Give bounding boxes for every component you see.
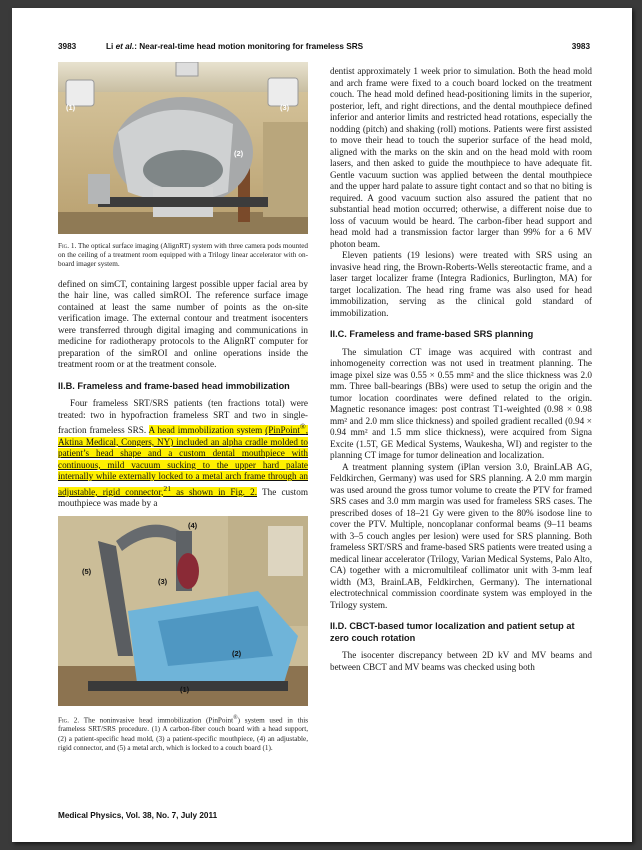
left-paragraph-1: defined on simCT, containing largest possible upper facial area by the hair line, was called simROI. The reference surface image contained at least the same number of points as the on-site verification image. The external contour and treatment isocenters were transferred through digital imaging and communications in medicine for radiotherapy protocols to the AlignRT computer for preparation of the simROI and online operations inside the treatment room or at the treatment console. bbox=[58, 278, 308, 370]
figure-2-label-2: (2) bbox=[232, 648, 242, 658]
right-paragraph-2: Eleven patients (19 lesions) were treated with SRS using an invasive head ring, the Brown-Roberts-Wells stereotactic frame, and a laser target localizer frame (Integra Radionics, Burlington, MA) for target localization. The head ring frame was also used for head immobilization, serving as the clinical gold standard of immobilization. bbox=[330, 250, 592, 318]
figure-2-label-5: (5) bbox=[82, 566, 92, 576]
journal-footer: Medical Physics, Vol. 38, No. 7, July 2011 bbox=[58, 811, 218, 820]
figure-1-label-3: (3) bbox=[280, 103, 290, 112]
right-column bbox=[330, 66, 592, 673]
right-paragraph-5: The isocenter discrepancy between 2D kV and MV beams and between CBCT and MV beams was checked using both bbox=[330, 650, 592, 672]
right-paragraph-3: The simulation CT image was acquired with contrast and inhomogeneity correction was not used in treatment planning. The image pixel size was 0.55 × 0.55 mm² and the slice thickness was 2.0 mm. Three ball-bearings (BBs) were used to setup the origin and the tumor location coordinates were defined related to the origin. Magnetic resonance images: post contrast T1-weighted (0.98 × 0.98 mm² and 2.0 mm slice thickness) and spoiled gradient recalled (0.94 × 0.94 mm² and 1.5 mm slice thickness), were acquired from Signa Excite (1.5T, GE Medical Systems, Waukesha, WI) and register to the planning CT image for tumor delineation and localization. bbox=[330, 346, 592, 460]
right-paragraph-4: A treatment planning system (iPlan version 3.0, BrainLAB AG, Feldkirchen, Germany) was used for SRS planning. A 2.0 mm margin was used around the gross tumor volume to create the PTV for framed SRS cases and 3.0 mm margin was used for frameless SRS cases. The prescribed doses of 18–21 Gy were given to the 80% isodose line to cover the PTV. Multiple, noncoplanar conformal beams (9–11 beams with 3–5 couch angles per lesion) were used for SRS planning. Both frameless SRT/SRS and frame-based SRS patients were treated using a medical linear accelerator (Trilogy, Varian Medical Systems, Palo Alto, CA) together with a micromultileaf collimator unit with 3-mm leaf width (M3, BrainLAB, Feldkirchen, Germany). The international electrotechnical commission coordinate system was employed in the Trilogy system. bbox=[330, 461, 592, 610]
left-paragraph-2: Four frameless SRT/SRS patients (ten fractions total) were treated: two in hypofraction frameless SRT and two in single-fraction frameless SRS. A head immobilization system (PinPoint®, Aktina Medical, Congers, NY) included an alpha cradle molded to patient’s head shape and a custom dental mouthpiece with continuous, mild vacuum sucking to the upper hard palate internally while externally locked to a metal arch frame through an adjustable, rigid connector,$^{21}$ as shown in Fig. 2. The custom mouthpiece was made by a bbox=[58, 398, 308, 509]
figure-1-caption: Fig. 1. The optical surface imaging (AlignRT) system with three camera pods mounted on the ceiling of a treatment room equipped with a Trilogy linear accelerator with on-board imager system. bbox=[58, 242, 308, 269]
section-heading-iid: II.D. CBCT-based tumor localization and patient setup at zero couch rotation bbox=[330, 621, 575, 643]
page-number-left: 3983 bbox=[58, 42, 77, 51]
highlighted-text: A head immobilization system (PinPoint®, Aktina Medical, Congers, NY) included an alpha cradle molded to patient’s head shape and a custom dental mouthpiece with continuous, mild vacuum sucking to the upper hard palate internally while externally locked to a metal arch frame through an adjustable, rigid connector,$^{21}$ as shown in Fig. 2. bbox=[58, 422, 308, 497]
section-heading-iic: II.C. Frameless and frame-based SRS planning bbox=[330, 329, 534, 339]
journal-page bbox=[12, 8, 632, 842]
page-number-right: 3983 bbox=[571, 42, 590, 51]
treatment-room-photo bbox=[58, 62, 308, 234]
running-title: Li et al.: Near-real-time head motion monitoring for frameless SRS bbox=[106, 42, 364, 51]
highlight-underlined-text: (PinPoint®, Aktina Medical, Congers, NY) included an alpha cradle molded to patient’s head shape and a custom dental mouthpiece with continuous, mild vacuum sucking to the upper hard palate internally while externally locked to a metal arch frame through an adjustable, rigid connector,$^{21}$ as shown in Fig. 2. bbox=[58, 422, 308, 497]
figure-2-label-1: (1) bbox=[180, 684, 190, 694]
figure-1-label-2: (2) bbox=[234, 149, 244, 158]
figure-2-label-4: (4) bbox=[188, 520, 198, 530]
left-column bbox=[58, 62, 308, 753]
figure-2-label-3: (3) bbox=[158, 576, 168, 586]
figure-2-caption: Fig. 2. The noninvasive head immobilization (PinPoint®) system used in this frameless SRT/SRS procedure. (1) A carbon-fiber couch board with a head support, (2) a patient-specific head mold, (3) a patient-specific mouthpiece, (4) an adjustable, rigid connector, and (5) a metal arch, which is locked to a couch board (1). bbox=[58, 714, 308, 752]
figure-2-photo bbox=[58, 516, 308, 706]
running-header bbox=[58, 42, 590, 56]
right-paragraph-1: dentist approximately 1 week prior to simulation. Both the head mold and arch frame were fixed to a couch board locked on the treatment couch. The head mold defined head-positioning limits in the superior, posterior, left, and right directions, and the dental mouthpiece defined inferior and anterior limits and restricted head rotations, especially the nodding (pitch) and shaking (roll) motions. Patients were first assisted to move their head to touch the superior surface of the head mold, aligned with the marks on the skin and on the head mold with room lasers, and then asked to guide the mouthpiece to have adequate fit. Gentle vacuum suction was applied between the dental mouthpiece and the upper hard palate to assure tight contact and so that no biting is required. A good vacuum suction also assured the patient that no substantial head motion occurred; otherwise, a different noise due to loss of vacuum would be heard. The carbon-fiber head support and head mold had a transmission factor larger than 99% for a 6 MV photon beam. bbox=[330, 66, 592, 249]
figure-1-photo bbox=[58, 62, 308, 234]
figure-1-label-1: (1) bbox=[66, 103, 76, 112]
section-heading-iib: II.B. Frameless and frame-based head immobilization bbox=[58, 380, 290, 391]
immobilization-system-photo bbox=[58, 516, 308, 706]
